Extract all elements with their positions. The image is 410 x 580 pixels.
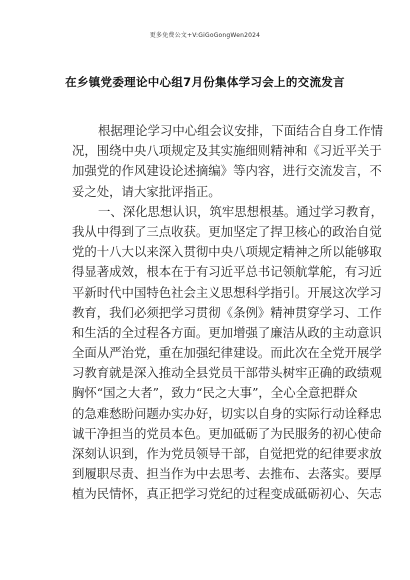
body-line: 一、深化思想认识，筑牢思想根基。通过学习教育， xyxy=(98,203,383,219)
body-line: 和生活的全过程各方面。更加增强了廉洁从政的主动意识 xyxy=(72,324,382,340)
body-line: 妥之处，请大家批评指正。 xyxy=(72,183,221,199)
body-line: 习教育就是深入推动全县党员干部带头树牢正确的政绩观 xyxy=(72,365,382,381)
body-line: 全面从严治党，重在加强纪律建设。而此次在全党开展学 xyxy=(72,345,382,361)
body-line: 根据理论学习中心组会议安排，下面结合自身工作情 xyxy=(98,123,383,138)
body-line: 党的十八大以来深入贯彻中央八项规定精神之所以能够取 xyxy=(72,244,382,260)
body-line: 植为民情怀，真正把学习党纪的过程变成砥砺初心、矢志 xyxy=(72,486,382,502)
body-line: 我从中得到了三点收获。更加坚定了捍卫核心的政治自觉 xyxy=(72,223,382,239)
document-body xyxy=(72,121,383,505)
body-line: 胸怀“国之大者”，致力“民之大事”，全心全意把群众 xyxy=(72,385,358,401)
header-note: 更多免费公文+V:GiGoGongWen2024 xyxy=(149,32,261,39)
body-line: 得显著成效，根本在于有习近平总书记领航掌舵，有习近 xyxy=(72,264,382,280)
body-line: 况，围绕中央八项规定及其实施细则精神和《习近平关于 xyxy=(72,143,382,159)
body-line: 的急难愁盼问题办实办好，切实以自身的实际行动诠释忠 xyxy=(72,405,382,421)
body-line: 到履职尽责、担当作为中去思考、去推布、去落实。要厚 xyxy=(72,466,382,482)
body-line: 深刻认识到，作为党员领导干部，自觉把党的纪律要求放 xyxy=(72,446,382,461)
body-line: 平新时代中国特色社会主义思想科学指引。开展这次学习 xyxy=(72,284,382,300)
body-line: 教育，我们必须把学习贯彻《条例》精神贯穿学习、工作 xyxy=(72,304,382,320)
body-line: 加强党的作风建设论述摘编》等内容，进行交流发言，不 xyxy=(72,163,382,179)
body-line: 诚干净担当的党员本色。更加砥砺了为民服务的初心使命 xyxy=(72,425,382,441)
document-title: 在乡镇党委理论中心组7月份集体学习会上的交流发言 xyxy=(65,75,345,89)
